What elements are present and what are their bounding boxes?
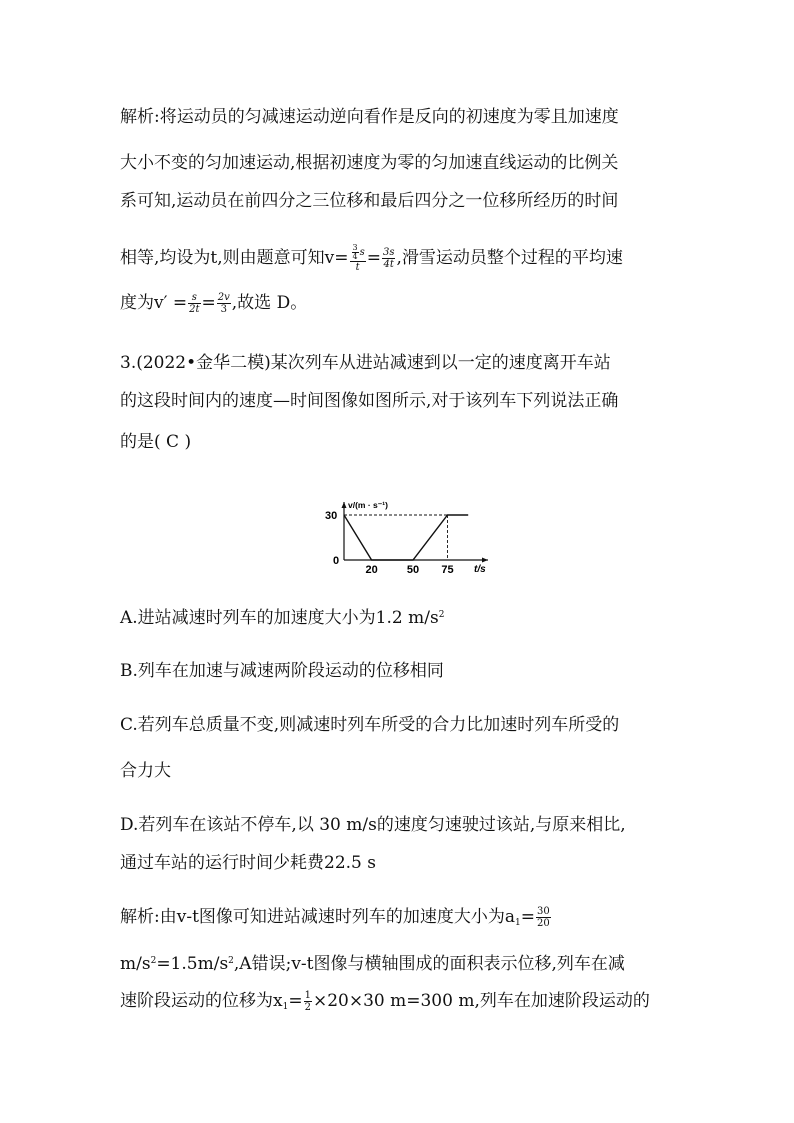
fraction-den: 20 — [537, 918, 550, 929]
equals-sign: = — [520, 907, 536, 927]
analysis-2-line-2-text-b: =1.5m/s — [156, 954, 229, 974]
fraction-den: 4t — [383, 259, 394, 270]
fraction-3s-over-4t — [382, 247, 396, 270]
question-line-2: 的这段时间内的速度—时间图像如图所示,对于该列车下列说法正确 — [120, 391, 619, 411]
equals-sign: = — [366, 248, 381, 268]
fraction-num: 3 — [352, 243, 358, 252]
option-d-line-1: D.若列车在该站不停车,以 30 m/s的速度匀速驶过该站,与原来相比, — [120, 815, 626, 835]
fraction-s-over-2t — [188, 292, 200, 315]
velocity-time-chart — [322, 480, 486, 576]
fraction-2v-over-3 — [217, 292, 231, 315]
analysis-2-line-3-text-b: ×20×30 m=300 m,列车在加速阶段运动的 — [312, 991, 650, 1011]
fraction-num: s — [188, 292, 200, 304]
analysis-1-line-3: 系可知,运动员在前四分之三位移和最后四分之一位移所经历的时间 — [120, 191, 619, 211]
fraction-den: 2t — [189, 304, 200, 315]
fraction-30-over-20 — [536, 906, 551, 929]
analysis-1-line-5-text-b: ,故选 D。 — [231, 293, 308, 313]
fraction-num: 2v — [217, 292, 230, 303]
equals-sign: = — [201, 293, 216, 313]
fraction-den: 4 — [352, 252, 358, 261]
analysis-2-line-2-text-a: m/s — [120, 954, 151, 974]
analysis-1-line-4-text-b: ,滑雪运动员整个过程的平均速 — [396, 248, 623, 268]
fraction-num: 3s — [382, 247, 395, 258]
analysis-1-line-5-text-a: 度为v′ = — [120, 293, 188, 313]
fraction-num: 1 — [304, 990, 311, 1001]
subscript: 1 — [515, 918, 521, 928]
fraction-den: t — [355, 262, 360, 273]
fraction-den: 3 — [220, 304, 227, 315]
x-tick-label: 20 — [365, 564, 378, 576]
fraction-var: s — [359, 247, 365, 258]
option-a — [120, 604, 444, 629]
fraction-one-half — [304, 990, 312, 1013]
question-line-3: 的是( C ) — [120, 432, 192, 452]
fraction-den: 2 — [304, 1002, 311, 1013]
analysis-1-line-2: 大小不变的匀加速运动,根据初速度为零的匀加速直线运动的比例关 — [120, 153, 619, 173]
y-axis-arrow-icon — [342, 502, 347, 508]
analysis-2-line-3-text-a: 速阶段运动的位移为x — [120, 991, 283, 1011]
analysis-2-line-1-text: 解析:由v-t图像可知进站减速时列车的加速度大小为a — [120, 907, 516, 927]
analysis-2-line-2-text-c: ,A错误;v-t图像与横轴围成的面积表示位移,列车在减 — [233, 954, 625, 974]
y-axis-label: v/(m · s⁻¹) — [348, 500, 388, 510]
question-line-1: 3.(2022•金华二模)某次列车从进站减速到以一定的速度离开车站 — [120, 353, 611, 373]
analysis-2-line-3 — [120, 990, 650, 1018]
option-a-superscript: 2 — [438, 610, 445, 620]
x-axis-arrow-icon — [482, 558, 488, 563]
fraction-num: 30 — [537, 906, 550, 917]
analysis-1-line-4 — [120, 244, 623, 273]
option-c-line-1: C.若列车总质量不变,则减速时列车所受的合力比加速时列车所受的 — [120, 715, 620, 735]
analysis-1-line-4-text-a: 相等,均设为t,则由题意可知v= — [120, 248, 349, 268]
x-tick-label: 50 — [406, 564, 420, 576]
superscript: 2 — [150, 956, 157, 966]
analysis-1-line-1: 解析:将运动员的匀减速运动逆向看作是反向的初速度为零且加速度 — [120, 107, 619, 127]
y-tick-label: 30 — [325, 510, 338, 522]
superscript: 2 — [228, 956, 234, 966]
option-b: B.列车在加速与减速两阶段运动的位移相同 — [120, 661, 444, 681]
analysis-2-line-2 — [120, 950, 625, 975]
equals-sign: = — [288, 991, 303, 1011]
option-d-line-2: 通过车站的运行时间少耗费22.5 s — [120, 853, 376, 873]
series-line — [344, 515, 468, 560]
analysis-2-line-1 — [120, 906, 552, 934]
subscript: 1 — [282, 1002, 289, 1012]
origin-label: 0 — [333, 555, 340, 567]
option-a-text: A.进站减速时列车的加速度大小为1.2 m/s — [120, 608, 439, 628]
fraction-three-quarter-s-over-t — [350, 244, 366, 273]
option-c-line-2: 合力大 — [120, 761, 171, 781]
x-axis-label: t/s — [474, 564, 486, 575]
x-tick-label: 75 — [441, 564, 454, 576]
analysis-1-line-5 — [120, 292, 307, 315]
